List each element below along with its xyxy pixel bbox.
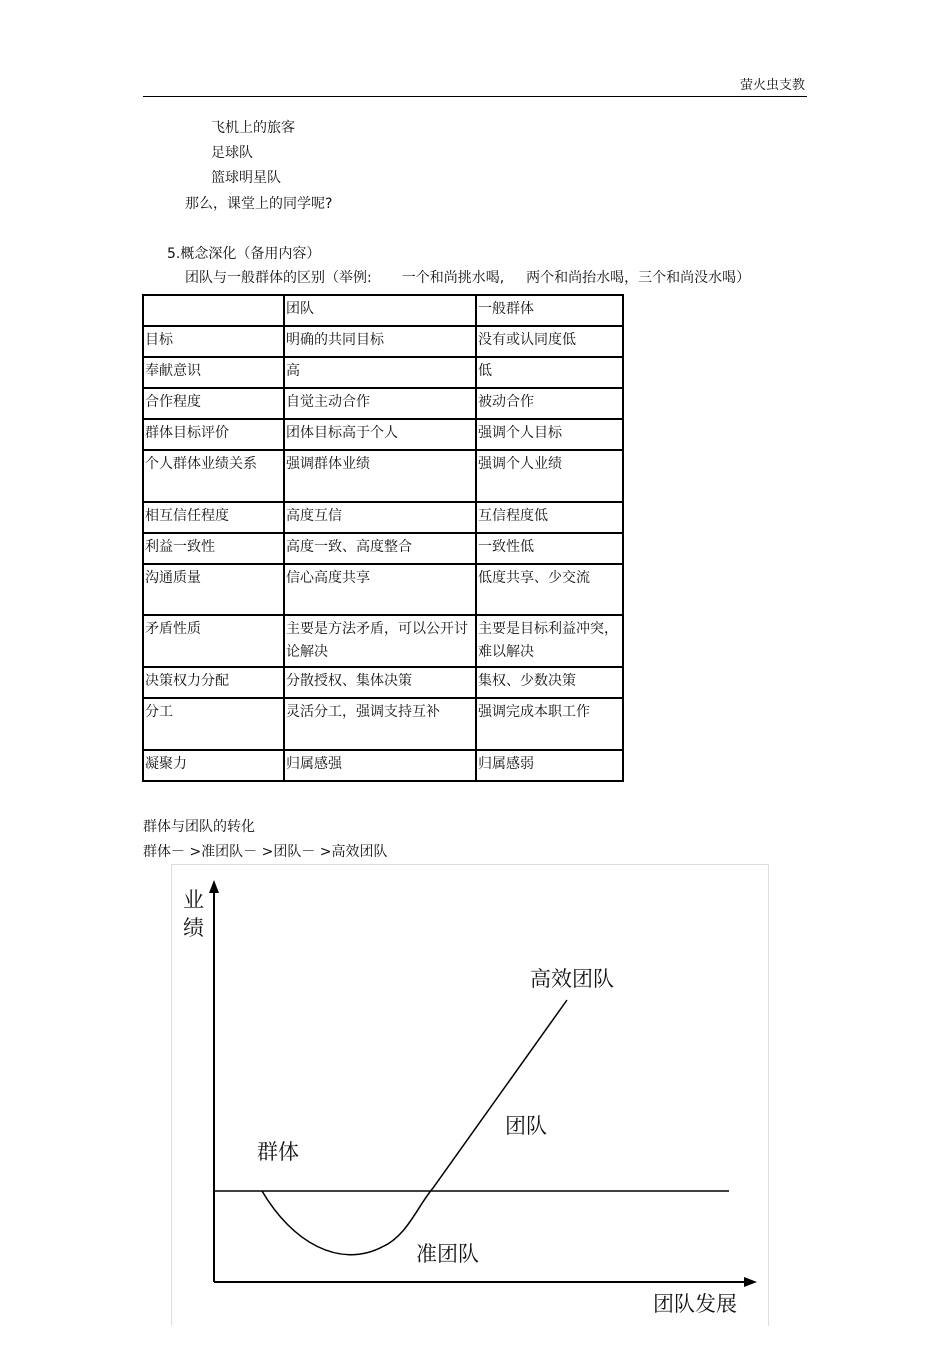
example-item: 飞机上的旅客 — [211, 120, 295, 136]
team-cell: 灵活分工，强调支持互补 — [284, 698, 476, 750]
row-label: 合作程度 — [143, 388, 284, 419]
team-cell: 团体目标高于个人 — [284, 419, 476, 450]
team-cell: 高度互信 — [284, 502, 476, 533]
table-row — [143, 502, 623, 533]
quasi-team-label: 准团队 — [416, 1242, 479, 1266]
header-cell: 一般群体 — [476, 295, 623, 326]
example-item: 篮球明星队 — [211, 170, 281, 186]
row-label: 奉献意识 — [143, 357, 284, 388]
question-text: 那么，课堂上的同学呢? — [185, 196, 333, 212]
group-label: 群体 — [257, 1140, 299, 1164]
table-row — [143, 419, 623, 450]
team-cell: 强调群体业绩 — [284, 450, 476, 502]
team-cell: 信心高度共享 — [284, 564, 476, 615]
x-axis-label: 团队发展 — [653, 1292, 737, 1316]
table-row — [143, 450, 623, 502]
group-cell: 主要是目标利益冲突，难以解决 — [476, 615, 623, 667]
group-cell: 一致性低 — [476, 533, 623, 564]
header-rule — [143, 96, 807, 97]
row-label: 分工 — [143, 698, 284, 750]
comparison-table — [142, 294, 624, 782]
row-label: 个人群体业绩关系 — [143, 450, 284, 502]
x-axis-arrow — [744, 1277, 757, 1287]
team-cell: 高度一致、高度整合 — [284, 533, 476, 564]
example-item: 足球队 — [211, 145, 253, 161]
group-cell: 被动合作 — [476, 388, 623, 419]
table-row — [143, 615, 623, 667]
table-row — [143, 750, 623, 781]
group-cell: 低度共享、少交流 — [476, 564, 623, 615]
table-row — [143, 357, 623, 388]
group-cell: 强调个人目标 — [476, 419, 623, 450]
table-row — [143, 564, 623, 615]
group-cell: 互信程度低 — [476, 502, 623, 533]
team-label: 团队 — [505, 1114, 547, 1138]
section-intro — [185, 268, 750, 288]
team-cell: 自觉主动合作 — [284, 388, 476, 419]
team-cell: 归属感强 — [284, 750, 476, 781]
row-label: 群体目标评价 — [143, 419, 284, 450]
group-cell: 低 — [476, 357, 623, 388]
header-cell: 团队 — [284, 295, 476, 326]
group-cell: 强调个人业绩 — [476, 450, 623, 502]
team-development-diagram — [171, 864, 769, 1326]
row-label: 决策权力分配 — [143, 667, 284, 698]
table-row — [143, 388, 623, 419]
y-axis-label: 业绩 — [183, 888, 204, 940]
table-row — [143, 533, 623, 564]
group-cell: 强调完成本职工作 — [476, 698, 623, 750]
table-header-row — [143, 295, 623, 326]
table-row — [143, 698, 623, 750]
intro-part: 一个和尚挑水喝, — [401, 270, 505, 286]
row-label: 矛盾性质 — [143, 615, 284, 667]
team-cell: 主要是方法矛盾，可以公开讨论解决 — [284, 615, 476, 667]
section-title: 5.概念深化（备用内容） — [167, 246, 321, 262]
high-performance-team-label: 高效团队 — [530, 967, 614, 991]
table-row — [143, 667, 623, 698]
y-axis-arrow — [209, 880, 219, 893]
intro-part: 两个和尚抬水喝，三个和尚没水喝） — [526, 270, 751, 286]
table-row — [143, 326, 623, 357]
team-cell: 明确的共同目标 — [284, 326, 476, 357]
team-cell: 分散授权、集体决策 — [284, 667, 476, 698]
group-cell: 归属感弱 — [476, 750, 623, 781]
team-cell: 高 — [284, 357, 476, 388]
row-label: 利益一致性 — [143, 533, 284, 564]
intro-part: 团队与一般群体的区别（举例: — [185, 270, 372, 286]
row-label: 沟通质量 — [143, 564, 284, 615]
transition-flow: 群体－ >准团队－ >团队－ >高效团队 — [143, 844, 388, 860]
header-cell — [143, 295, 284, 326]
group-cell: 没有或认同度低 — [476, 326, 623, 357]
row-label: 凝聚力 — [143, 750, 284, 781]
group-cell: 集权、少数决策 — [476, 667, 623, 698]
row-label: 相互信任程度 — [143, 502, 284, 533]
transition-title: 群体与团队的转化 — [143, 819, 255, 835]
row-label: 目标 — [143, 326, 284, 357]
header-brand: 萤火虫支教 — [739, 78, 805, 93]
